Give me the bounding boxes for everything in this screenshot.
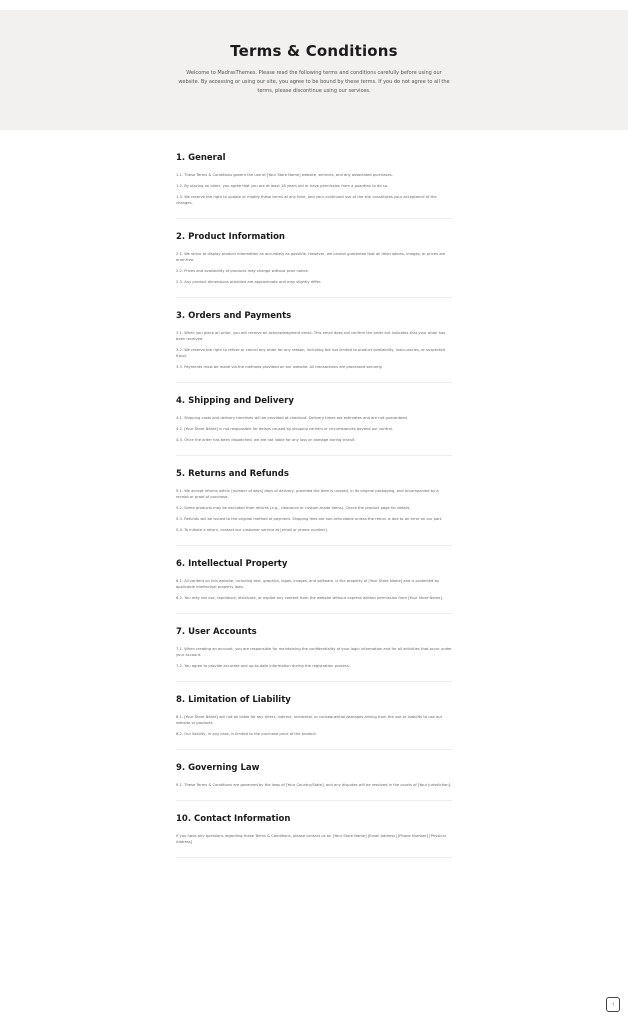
section-paragraph: 3.2. We reserve the right to refuse or cancel any order for any reason, including but not limited to product availability, inaccuracies, or suspected fraud. bbox=[176, 348, 445, 358]
terms-section bbox=[176, 469, 452, 546]
section-paragraph: 2.2. Prices and availability of products may change without prior notice. bbox=[176, 269, 309, 273]
terms-section bbox=[176, 153, 452, 219]
section-paragraph: 1.3. We reserve the right to update or modify these terms at any time, and your continued use of the site constitutes your acceptance of the changes. bbox=[176, 195, 437, 205]
intro-text: Welcome to MadrasThemes. Please read the following terms and conditions carefully before using our website. By accessing or using our site, you agree to be bound by these terms. If you do not agree to all the terms, please discontinue using our services. bbox=[178, 70, 450, 94]
section-paragraph: 7.1. When creating an account, you are responsible for maintaining the confidentiality of your login information and for all activities that occur under your account. bbox=[176, 647, 452, 657]
section-paragraph: 6.2. You may not use, reproduce, distribute, or exploit any content from the website without express written permission from [Your Store Name]. bbox=[176, 596, 444, 600]
section-paragraph: 4.2. [Your Store Name] is not responsible for delays caused by shipping carriers or circumstances beyond our control. bbox=[176, 427, 394, 431]
section-paragraph: 6.1. All content on this website, including text, graphics, logos, images, and software, is the property of [Your Store Name] and is protected by applicable intellectual property laws. bbox=[176, 579, 440, 589]
section-heading: 8. Limitation of Liability bbox=[176, 695, 291, 705]
section-paragraph: 8.1. [Your Store Name] will not be liable for any direct, indirect, incidental, or consequential damages arising from the use or inability to use our website or products. bbox=[176, 715, 443, 725]
section-paragraph: 1.2. By placing an order, you agree that you are at least 18 years old or have permission from a guardian to do so. bbox=[176, 184, 389, 188]
section-heading: 7. User Accounts bbox=[176, 627, 257, 637]
terms-section bbox=[176, 763, 452, 801]
terms-content bbox=[176, 130, 452, 858]
section-heading: 3. Orders and Payments bbox=[176, 311, 292, 321]
section-paragraph: 5.4. To initiate a return, contact our customer service at [email or phone number]. bbox=[176, 528, 328, 532]
section-heading: 4. Shipping and Delivery bbox=[176, 396, 294, 406]
section-heading: 6. Intellectual Property bbox=[176, 559, 288, 569]
terms-section bbox=[176, 232, 452, 298]
page-title: Terms & Conditions bbox=[230, 42, 398, 60]
terms-section bbox=[176, 814, 452, 858]
section-paragraph: 3.3. Payments must be made via the methods provided on our website. All transactions are processed securely. bbox=[176, 365, 383, 369]
section-heading: 10. Contact Information bbox=[176, 814, 291, 824]
section-paragraph: 4.1. Shipping costs and delivery timelines will be provided at checkout. Delivery times are estimates and are not guaranteed. bbox=[176, 416, 409, 420]
top-strip bbox=[0, 0, 628, 10]
section-paragraph: 5.3. Refunds will be issued to the original method of payment. Shipping fees are non-refundable unless the return is due to an error on our part. bbox=[176, 517, 443, 521]
section-paragraph: 8.2. Our liability, in any case, is limited to the purchase price of the product. bbox=[176, 732, 317, 736]
section-paragraph: 5.2. Some products may be excluded from returns (e.g., clearance or custom-made items). Check the product page for details. bbox=[176, 506, 411, 510]
section-paragraph: 2.3. Any product dimensions provided are approximate and may slightly differ. bbox=[176, 280, 322, 284]
section-paragraph: 9.1. These Terms & Conditions are governed by the laws of [Your Country/State], and any disputes will be resolved in the courts of [Your Jurisdiction]. bbox=[176, 783, 452, 787]
back-to-top-button[interactable] bbox=[606, 997, 620, 1012]
section-paragraph: 1.1. These Terms & Conditions govern the use of [Your Store Name] website, services, and any associated purchases. bbox=[176, 173, 393, 177]
section-heading: 1. General bbox=[176, 153, 226, 163]
section-paragraph: 3.1. When you place an order, you will receive an acknowledgment email. This email does not confirm the order but indicates that your order has been received. bbox=[176, 331, 446, 341]
terms-section bbox=[176, 695, 452, 750]
page-header bbox=[0, 10, 628, 130]
section-paragraph: 7.2. You agree to provide accurate and up-to-date information during the registration process. bbox=[176, 664, 350, 668]
section-paragraph: If you have any questions regarding these Terms & Conditions, please contact us at: [Your Store Name] [Email Address] [Phone Number] [Physical Address] bbox=[176, 834, 446, 844]
section-heading: 9. Governing Law bbox=[176, 763, 260, 773]
section-heading: 5. Returns and Refunds bbox=[176, 469, 289, 479]
section-paragraph: 5.1. We accept returns within [number of days] days of delivery, provided the item is unused, in its original packaging, and accompanied by a receipt or proof of purchase. bbox=[176, 489, 439, 499]
terms-section bbox=[176, 627, 452, 682]
terms-section bbox=[176, 559, 452, 614]
terms-section bbox=[176, 311, 452, 383]
section-paragraph: 2.1. We strive to display product information as accurately as possible. However, we cannot guarantee that all descriptions, images, or prices are error-free. bbox=[176, 252, 446, 262]
terms-section bbox=[176, 396, 452, 456]
section-heading: 2. Product Information bbox=[176, 232, 285, 242]
arrow-up-icon: ↑ bbox=[611, 1001, 615, 1008]
section-paragraph: 4.3. Once the order has been dispatched, we are not liable for any loss or damage during transit. bbox=[176, 438, 356, 442]
